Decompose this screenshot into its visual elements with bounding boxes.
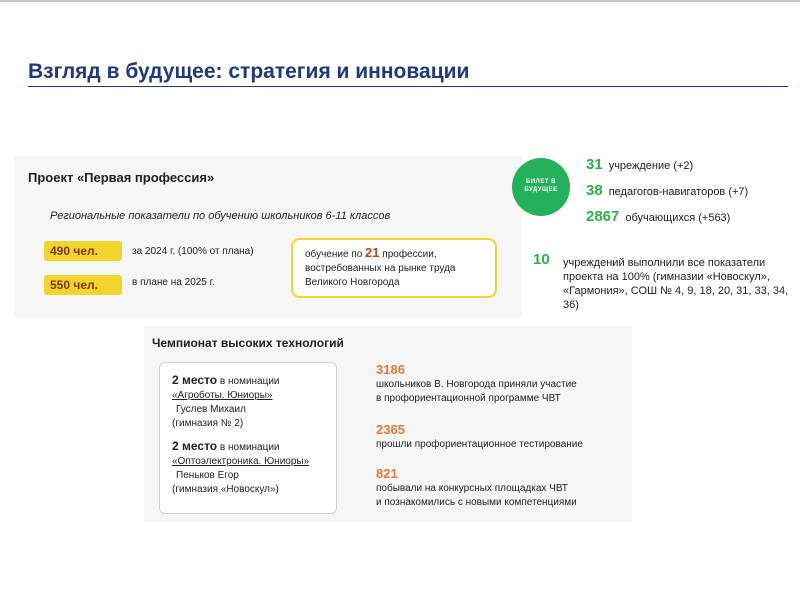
championship-stat-line2: в профориентационной программе ЧВТ [376, 393, 561, 404]
stat-label: педагогов-навигаторов (+7) [608, 186, 749, 198]
stat-number: 2867 [586, 208, 620, 225]
professions-number: 21 [365, 245, 380, 260]
institutions-complete-text: учреждений выполнили все показатели проекта на 100% (гимназии «Новоскул», «Гармония», СОШ № 4, 9, 18, 20, 31, 33, 34, 36) [563, 257, 789, 311]
award-in-nomination: в номинации [217, 376, 280, 387]
championship-stat [376, 362, 626, 406]
championship-stat [376, 466, 626, 510]
badge-2024-text: за 2024 г. (100% от плана) [132, 246, 254, 257]
logo-text: БИЛЕТ В БУДУЩЕЕ [524, 179, 558, 193]
page-title: Взгляд в будущее: стратегия и инновации [28, 60, 470, 83]
professions-line3: Великого Новгорода [305, 277, 400, 288]
badge-2025-count: 550 чел. [44, 275, 122, 295]
award-name: Пеньков Егор [176, 470, 239, 481]
professions-box [291, 238, 497, 298]
badge-2025-text: в плане на 2025 г. [132, 277, 215, 288]
award-name: Гуслев Михаил [176, 404, 246, 415]
championship-stat-line1: школьников В. Новгорода приняли участие [376, 379, 577, 390]
top-divider [0, 0, 800, 2]
championship-stat-number: 3186 [376, 362, 405, 377]
championship-stat-line1: прошли профориентационное тестирование [376, 439, 583, 450]
championship-stat-number: 821 [376, 466, 398, 481]
award-nomination: «Оптоэлектроника. Юниоры» [172, 456, 310, 467]
badge-2024-count: 490 чел. [44, 241, 122, 261]
award-item [172, 439, 342, 497]
championship-stat-line1: побывали на конкурсных площадках ЧВТ [376, 483, 568, 494]
professions-prefix: обучение по [305, 249, 366, 260]
ticket-to-future-logo [512, 158, 570, 216]
championship-stat [376, 422, 626, 452]
stat-institutions [586, 156, 693, 173]
stat-number: 38 [586, 182, 603, 199]
stat-label: учреждение (+2) [608, 160, 694, 172]
award-place: 2 место [172, 439, 218, 453]
award-school: (гимназия «Новоскул») [172, 484, 279, 495]
award-place: 2 место [172, 373, 218, 387]
stat-number: 31 [586, 156, 603, 173]
stat-label: обучающихся (+563) [625, 212, 731, 224]
project-subtitle: Региональные показатели по обучению школьников 6-11 классов [50, 210, 391, 222]
championship-title: Чемпионат высоких технологий [152, 336, 344, 350]
award-nomination: «Агроботы. Юниоры» [172, 390, 273, 401]
award-in-nomination: в номинации [217, 442, 280, 453]
project-title: Проект «Первая профессия» [28, 170, 215, 185]
professions-suffix: профессии, [379, 249, 437, 260]
institutions-complete-count: 10 [533, 251, 550, 268]
award-school: (гимназия № 2) [172, 418, 244, 429]
stat-teachers [586, 182, 748, 199]
title-underline [28, 86, 788, 87]
professions-line2: востребованных на рынке труда [305, 263, 456, 274]
stat-students [586, 208, 730, 225]
championship-stat-line2: и познакомились с новыми компетенциями [376, 497, 577, 508]
award-item [172, 373, 342, 431]
championship-stat-number: 2365 [376, 422, 405, 437]
